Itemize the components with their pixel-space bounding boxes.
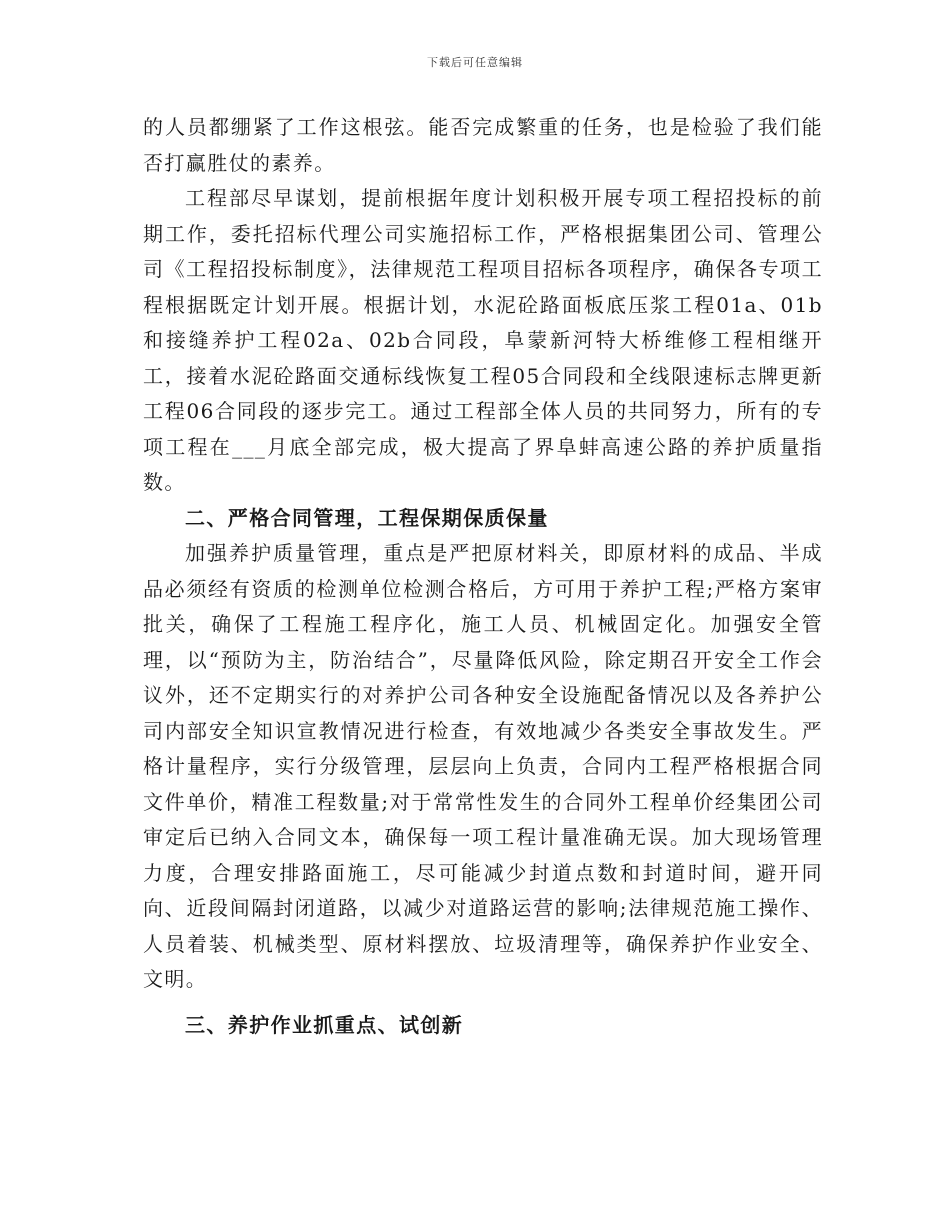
header-note: 下载后可任意编辑 [427,56,523,69]
section-heading-maintenance-innovation: 三、养护作业抓重点、试创新 [185,1012,464,1037]
paragraph-quality-management: 加强养护质量管理，重点是严把原材料关，即原材料的成品、半成品必须经有资质的检测单位检测合格后，方可用于养护工程;严格方案审批关，确保了工程施工程序化，施工人员、机械固定化。加强安全管理，以“预防为主，防治结合”，尽量降低风险，除定期召开安全工作会议外，还不定期实行的对养护公司各种安全设施配备情况以及各养护公司内部安全知识宣教情况进行检查，有效地减少各类安全事故发生。严格计量程序，实行分级管理，层层向上负责，合同内工程严格根据合同文件单价，精准工程数量;对于常常性发生的合同外工程单价经集团公司审定后已纳入合同文本，确保每一项工程计量准确无误。加大现场管理力度，合理安排路面施工，尽可能减少封道点数和封道时间，避开同向、近段间隔封闭道路，以减少对道路运营的影响;法律规范施工操作、人员着装、机械类型、原材料摆放、垃圾清理等，确保养护作业安全、文明。 [143,541,823,991]
paragraph-bidding: 工程部尽早谋划，提前根据年度计划积极开展专项工程招投标的前期工作，委托招标代理公司实施招标工作，严格根据集团公司、管理公司《工程招投标制度》，法律规范工程项目招标各项程序，确保各专项工程根据既定计划开展。根据计划，水泥砼路面板底压浆工程01a、01b和接缝养护工程02a、02b合同段，阜蒙新河特大桥维修工程相继开工，接着水泥砼路面交通标线恢复工程05合同段和全线限速标志牌更新工程06合同段的逐步完工。通过工程部全体人员的共同努力，所有的专项工程在___月底全部完成，极大提高了界阜蚌高速公路的养护质量指数。 [143,186,823,494]
section-heading-contract-management: 二、严格合同管理，工程保期保质保量 [185,505,549,530]
paragraph-continuation: 的人员都绷紧了工作这根弦。能否完成繁重的任务，也是检验了我们能否打赢胜仗的素养。 [143,115,823,175]
document-body [143,110,823,1043]
